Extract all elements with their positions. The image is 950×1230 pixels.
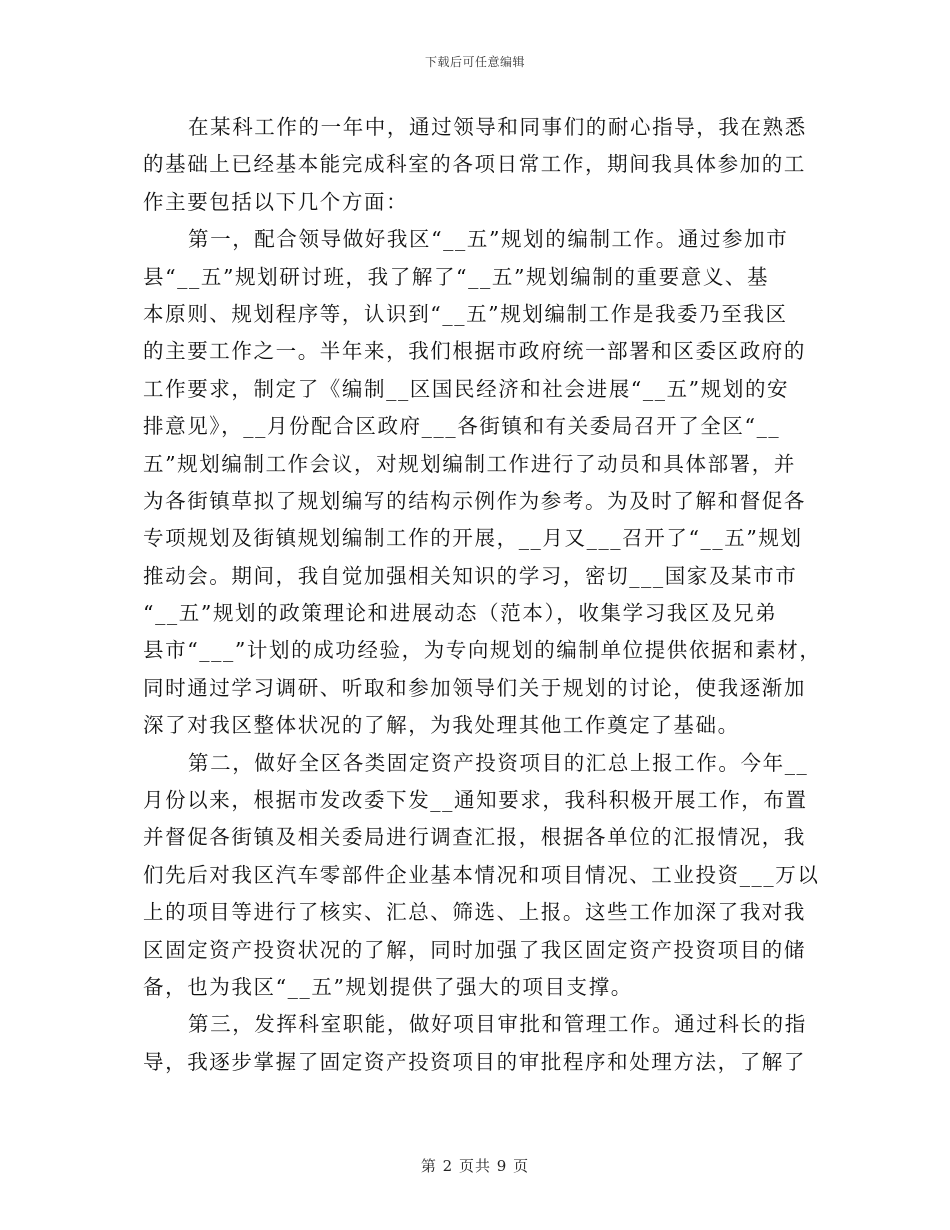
text-line: 并督促各街镇及相关委局进行调查汇报，根据各单位的汇报情况，我 — [143, 825, 806, 850]
text-line: 的基础上已经基本能完成科室的各项日常工作，期间我具体参加的工 — [143, 152, 806, 177]
text-line: 备，也为我区“__五”规划提供了强大的项目支撑。 — [143, 974, 633, 999]
text-line: 们先后对我区汽车零部件企业基本情况和项目情况、工业投资___万以 — [143, 862, 820, 887]
text-line: 为各街镇草拟了规划编写的结构示例作为参考。为及时了解和督促各 — [143, 488, 806, 513]
page-header: 下载后可任意编辑 — [424, 55, 525, 69]
text-line: 县市“___”计划的成功经验，为专向规划的编制单位提供依据和素材， — [143, 638, 822, 663]
text-line: 工作要求，制定了《编制__区国民经济和社会进展“__五”规划的安 — [143, 376, 790, 401]
text-line: 县“__五”规划研讨班，我了解了“__五”规划编制的重要意义、基 — [143, 264, 770, 289]
text-line: “__五”规划的政策理论和进展动态（范本），收集学习我区及兄弟 — [143, 601, 778, 626]
text-line: 推动会。期间，我自觉加强相关知识的学习，密切___国家及某市市 — [143, 563, 798, 588]
text-line: 作主要包括以下几个方面： — [143, 189, 409, 214]
text-line: 排意见》，__月份配合区政府___各街镇和有关委局召开了全区“__ — [143, 414, 781, 439]
text-line: 第一，配合领导做好我区“__五”规划的编制工作。通过参加市 — [188, 227, 789, 252]
text-line: 本原则、规划程序等，认识到“__五”规划编制工作是我委乃至我区 — [143, 301, 788, 326]
text-line: 第二，做好全区各类固定资产投资项目的汇总上报工作。今年__ — [188, 750, 809, 775]
text-line: 的主要工作之一。半年来，我们根据市政府统一部署和区委区政府的 — [143, 339, 806, 364]
text-line: 区固定资产投资状况的了解，同时加强了我区固定资产投资项目的储 — [143, 937, 806, 962]
text-line: 月份以来，根据市发改委下发__通知要求，我科积极开展工作，布置 — [143, 788, 808, 813]
text-line: 专项规划及街镇规划编制工作的开展，__月又___召开了“__五”规划 — [143, 526, 803, 551]
text-line: 上的项目等进行了核实、汇总、筛选、上报。这些工作加深了我对我 — [143, 900, 806, 925]
page-number: 第 2 页共 9 页 — [420, 1157, 530, 1175]
text-line: 在某科工作的一年中，通过领导和同事们的耐心指导，我在熟悉 — [188, 115, 807, 139]
text-line: 导，我逐步掌握了固定资产投资项目的审批程序和处理方法，了解了 — [143, 1049, 806, 1074]
text-line: 第三，发挥科室职能，做好项目审批和管理工作。通过科长的指 — [188, 1012, 807, 1037]
document-body — [143, 109, 822, 1081]
text-line: 五”规划编制工作会议，对规划编制工作进行了动员和具体部署，并 — [143, 451, 796, 476]
text-line: 同时通过学习调研、听取和参加领导们关于规划的讨论，使我逐渐加 — [143, 675, 806, 700]
text-line: 深了对我区整体状况的了解，为我处理其他工作奠定了基础。 — [143, 713, 740, 738]
